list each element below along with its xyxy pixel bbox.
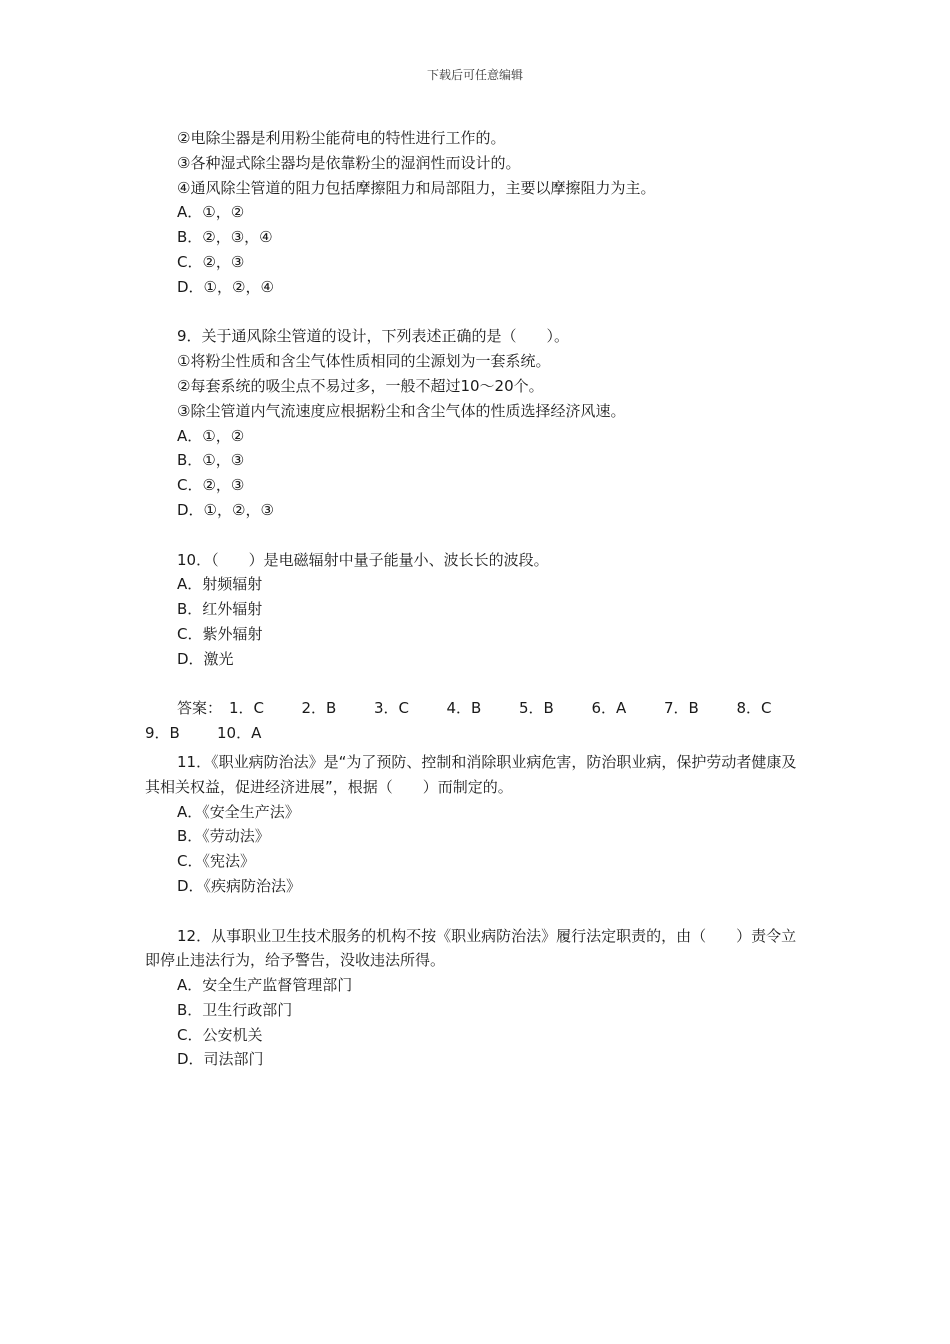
answer-key-label: 答案：	[177, 699, 223, 718]
q9-option-a: A．①，②	[177, 426, 245, 445]
q8-statement-2: ②电除尘器是利用粉尘能荷电的特性进行工作的。	[177, 129, 506, 147]
q8-option-c: C．②，③	[177, 252, 245, 271]
q12-option-c: C．公安机关	[177, 1025, 263, 1044]
q8-option-a: A．①，②	[177, 203, 245, 222]
q10-option-d: D．激光	[177, 649, 234, 668]
q9-option-d: D．①，②，③	[177, 500, 274, 519]
answer-item: 3．C	[374, 699, 410, 718]
q9-option-c: C．②，③	[177, 476, 245, 495]
answer-item: 10．A	[217, 724, 262, 743]
q9-question: 9．关于通风除尘管道的设计，下列表述正确的是（ ）。	[177, 327, 570, 346]
q9-statement-3: ③除尘管道内气流速度应根据粉尘和含尘气体的性质选择经济风速。	[177, 401, 626, 420]
q12-option-b: B．卫生行政部门	[177, 1000, 293, 1019]
answer-item: 1．C	[229, 699, 265, 718]
answer-item: 9．B	[145, 724, 180, 743]
q8-option-b: B．②，③，④	[177, 228, 273, 247]
answer-item: 6．A	[591, 699, 627, 718]
q8-option-d: D．①，②，④	[177, 277, 274, 296]
q12-option-a: A．安全生产监督管理部门	[177, 976, 353, 995]
q10-option-a: A．射频辐射	[177, 575, 263, 594]
q8-statement-3: ③各种湿式除尘器均是依靠粉尘的湿润性而设计的。	[177, 153, 521, 172]
document-body	[145, 126, 810, 1072]
q11-option-c: C．《宪法》	[177, 852, 255, 871]
q9-statement-1: ①将粉尘性质和含尘气体性质相同的尘源划为一套系统。	[177, 352, 551, 371]
q10-option-c: C．紫外辐射	[177, 624, 263, 643]
answer-key-line-2	[145, 721, 810, 746]
answer-item: 7．B	[664, 699, 699, 718]
q9-option-b: B．①，③	[177, 451, 245, 470]
q11-question: 11．《职业病防治法》是“为了预防、控制和消除职业病危害，防治职业病，保护劳动者健康及其相关权益，促进经济进展”，根据（ ）而制定的。	[145, 752, 797, 796]
q10-option-b: B．红外辐射	[177, 600, 263, 619]
page-header: 下载后可任意编辑	[426, 68, 523, 82]
answer-item: 2．B	[301, 699, 337, 718]
q12-option-d: D．司法部门	[177, 1050, 264, 1069]
q11-option-b: B．《劳动法》	[177, 827, 270, 846]
answer-item: 5．B	[519, 699, 554, 718]
q11-option-d: D．《疾病防治法》	[177, 876, 302, 895]
q12-question: 12．从事职业卫生技术服务的机构不按《职业病防治法》履行法定职责的，由（ ）责令立即停止违法行为，给予警告，没收违法所得。	[145, 926, 797, 970]
q9-statement-2: ②每套系统的吸尘点不易过多，一般不超过10～20个。	[177, 376, 544, 395]
q11-option-a: A．《安全生产法》	[177, 802, 300, 821]
answer-item: 4．B	[446, 699, 482, 718]
q8-statement-4: ④通风除尘管道的阻力包括摩擦阻力和局部阻力，主要以摩擦阻力为主。	[177, 178, 656, 197]
answer-item: 8．C	[736, 699, 772, 718]
q10-question: 10．（ ）是电磁辐射中量子能量小、波长长的波段。	[177, 550, 549, 569]
answer-key-line-1	[145, 696, 810, 721]
